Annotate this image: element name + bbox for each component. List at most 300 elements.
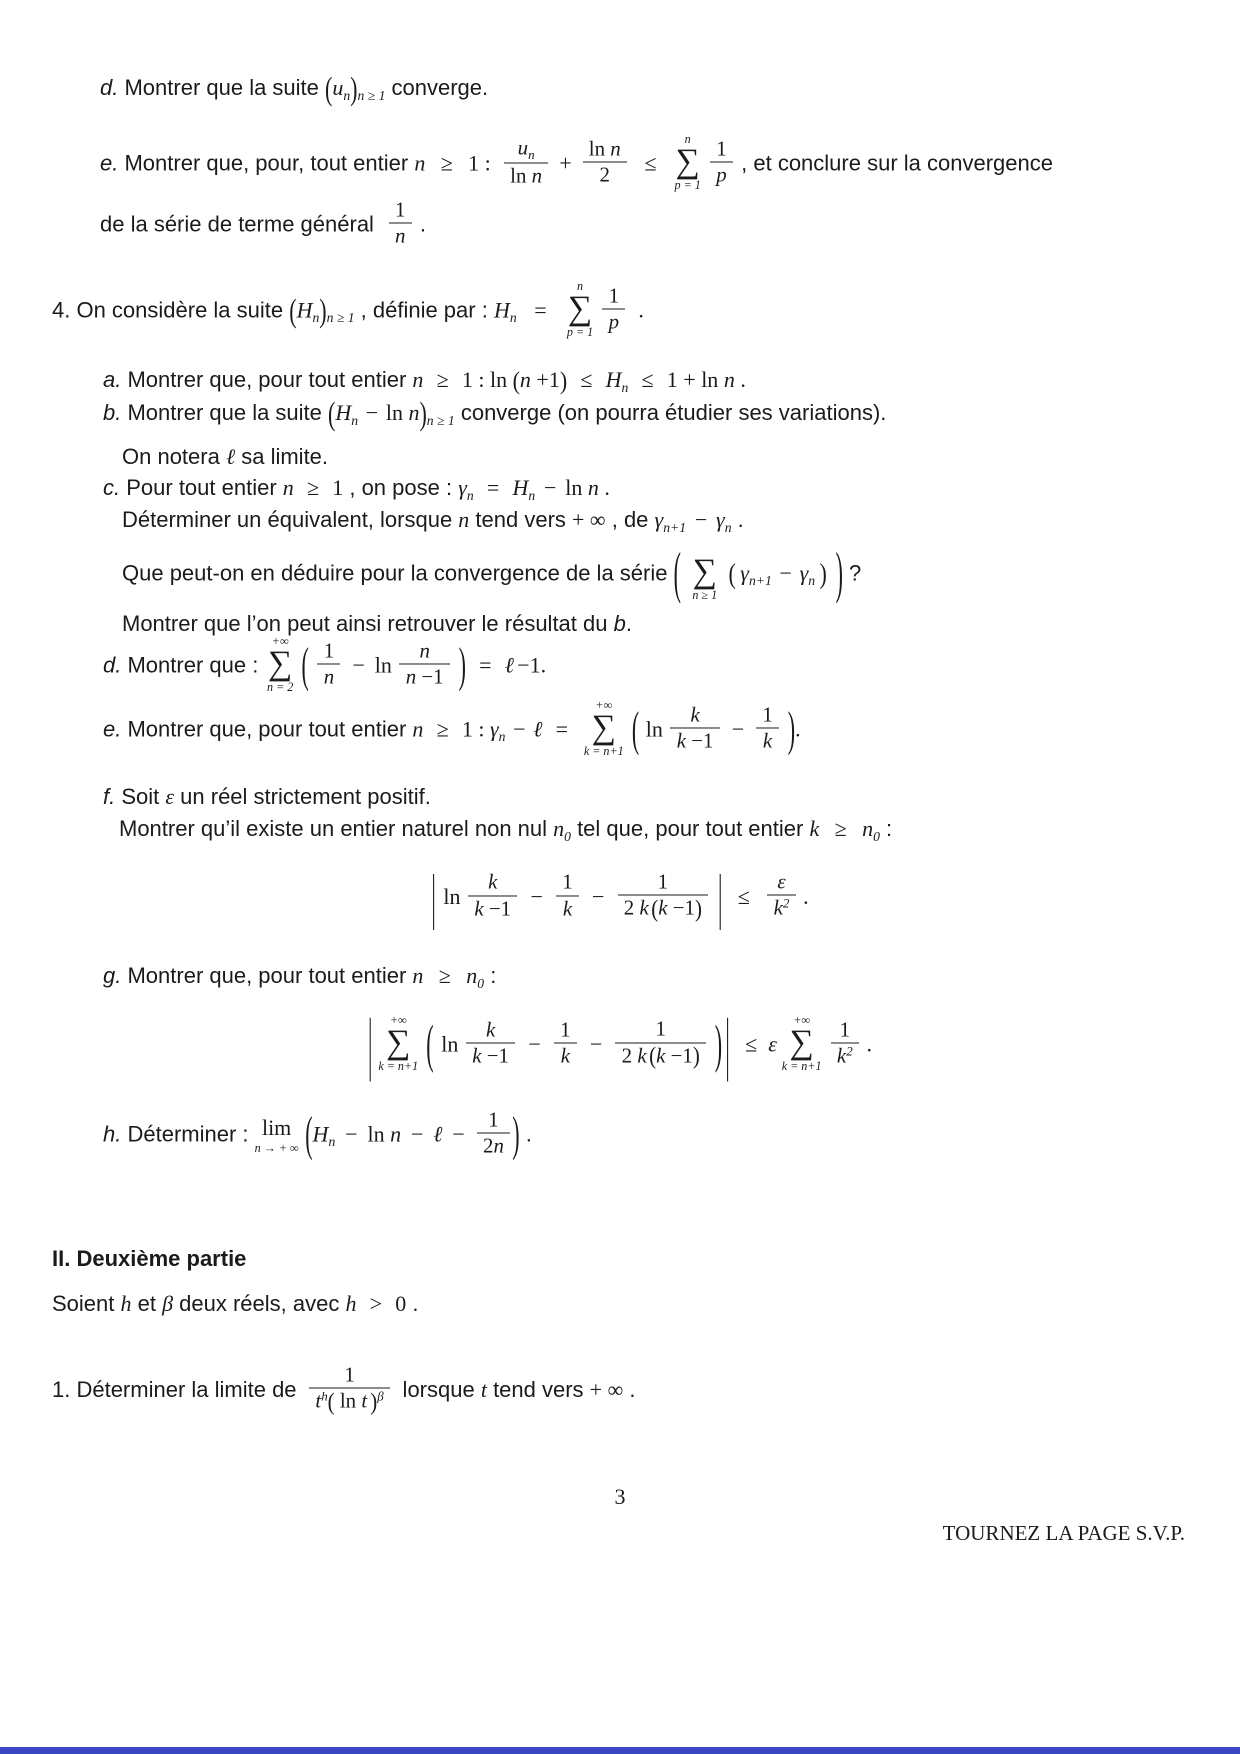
sum-limit: k = n+1 [781,1058,822,1073]
sum-limit: n = 2 [267,679,294,694]
math-delimiter: ) [819,557,827,590]
text-run: Pour tout entier [126,475,283,500]
math-variable: k [690,702,700,727]
math-delimiter: ( [305,1106,313,1162]
math-variable: h [345,1291,357,1316]
spacer [442,1140,452,1141]
math-subscript: 0 [564,828,571,844]
math-delimiter: ( [673,539,681,605]
math-roman: = [534,297,547,323]
fraction-numerator [831,1017,859,1042]
spacer [453,169,468,170]
math-delimiter: ( [426,1013,434,1074]
math-subscript: n [509,310,517,326]
spacer [777,1050,779,1051]
math-roman: 1 : [468,150,491,176]
q4-item-b [103,394,887,432]
math-roman: 1 [655,1016,666,1041]
spacer [572,169,581,170]
spacer [720,579,729,580]
spacer [556,494,565,495]
math-roman: ≥ [306,475,320,500]
math-delimiter: ) [319,291,327,330]
math-variable: k [773,896,783,921]
spacer [541,1050,552,1051]
text-run: de la série de terme général [100,211,381,237]
spacer [708,1050,715,1051]
math-delimiter: | [717,860,723,931]
math-variable: n [493,1133,504,1158]
math-roman: − [345,1121,358,1147]
math-roman: 2 [623,895,640,920]
text-run: lorsque [396,1376,481,1402]
math-variable: k [560,1043,570,1068]
q4-item-d [103,634,547,696]
fraction-numerator [468,870,517,895]
math-superscript: 2 [782,895,790,911]
spacer [703,169,707,170]
math-roman: 1 [560,1017,571,1042]
math-fraction [615,1017,706,1069]
math-subscript: n [621,379,629,395]
spacer [451,982,466,983]
spacer [757,1050,768,1051]
math-roman: . [734,367,746,392]
text-run: d. [100,75,125,100]
text-run: Montrer que, pour tout entier [127,716,413,742]
math-roman: 2 [621,1043,638,1068]
text-run: b. [103,400,128,425]
q4-item-f-display [0,860,1240,931]
text-run: deux réels, avec [173,1291,346,1316]
spacer [335,1140,345,1141]
summation-icon [782,1014,822,1073]
math-subscript: n [498,729,506,745]
math-roman: 1 + ln [666,367,724,392]
math-variable: n [405,664,417,689]
math-roman: + [559,150,572,176]
sigma-icon: ∑ [675,143,700,181]
spacer [474,494,487,495]
spacer [303,1396,307,1397]
math-roman: −1. [517,652,547,678]
math-variable: t [361,1388,368,1413]
math-variable: n [412,367,424,392]
math-variable: γ [799,560,809,586]
spacer [602,1050,613,1051]
math-fraction [389,197,412,248]
math-roman: ≤ [644,150,657,176]
math-delimiter: ) [692,1042,700,1070]
spacer [423,386,436,387]
math-variable: k [676,728,686,753]
text-run: Montrer que, pour tout entier [127,963,413,988]
fraction-numerator [554,1017,577,1042]
text-run: Montrer qu’il existe un entier naturel non nul [119,816,554,841]
math-fraction [317,638,340,689]
sum-limit: k = n+1 [378,1058,419,1073]
math-roman: 2 [599,162,610,187]
text-run: Montrer que la suite [127,400,329,425]
fraction-numerator [504,135,548,162]
spacer [730,1050,745,1051]
spacer [466,671,479,672]
fraction-denominator [309,1388,390,1415]
text-run: tend vers [486,1376,590,1402]
spacer [358,1140,368,1141]
math-variable: k [472,1043,482,1068]
math-roman: − [779,560,792,586]
math-roman: 1 [762,702,773,727]
math-roman: ≥ [440,150,453,176]
spacer [382,1310,395,1311]
math-fraction [602,283,625,334]
spacer [372,1050,375,1051]
math-roman: . [638,297,644,323]
spacer [750,903,765,904]
math-roman: + ∞ [589,1376,624,1402]
fraction-numerator [583,136,627,161]
spacer [710,903,718,904]
spacer [492,671,505,672]
spacer [781,735,788,736]
math-roman: ln [588,136,611,161]
fraction-denominator [618,895,709,922]
spacer [449,735,462,736]
text-run: converge. [385,75,489,100]
spacer [792,579,800,580]
math-roman: 1 [608,283,620,308]
q4-item-h [103,1106,532,1162]
math-roman: − [528,1031,541,1057]
spacer [423,1140,433,1141]
spacer [847,835,862,836]
math-roman: ≤ [737,883,750,909]
text-run: h. [103,1121,128,1147]
math-variable: n [862,816,874,841]
math-delimiter: ) [714,1013,723,1074]
sum-limit: k = n+1 [583,743,624,758]
spacer [628,386,641,387]
q4-item-g [103,962,496,992]
spacer [309,671,316,672]
math-roman: + ∞ [572,507,606,532]
q4-item-f-cont [119,815,892,845]
math-variable: k [488,869,498,894]
fraction-denominator [556,895,579,921]
q4-item-b-note [122,443,328,472]
math-roman: 1 [488,1107,499,1132]
fraction-numerator [466,1017,515,1042]
math-roman: − [589,1031,603,1057]
fraction-denominator [399,663,449,689]
math-subscript: n [466,487,474,503]
math-roman: ≤ [745,1031,758,1057]
fraction-denominator [710,161,733,187]
math-variable: n [519,367,531,392]
fraction-denominator [468,895,517,921]
math-variable: n [408,400,420,425]
spacer [380,230,387,231]
math-roman: 1 [395,197,406,222]
math-subscript: n [808,573,816,589]
spacer [819,835,834,836]
text-run: c. [103,475,127,500]
text-run: , de [605,507,655,532]
math-fraction [399,638,449,689]
spacer [639,735,646,736]
fraction-denominator [554,1042,577,1068]
math-variable: k [637,1043,647,1068]
math-roman: − [452,1121,465,1147]
math-roman: ln [367,1121,391,1147]
math-roman: 1 [323,638,335,663]
math-fraction [309,1362,390,1414]
math-roman: 1 [839,1017,851,1042]
spacer [423,982,438,983]
spacer [519,903,530,904]
math-delimiter: ( [289,291,297,330]
math-roman: 1 [716,136,727,161]
sigma-icon: ∑ [692,553,717,591]
text-run: Déterminer un équivalent, lorsque [122,507,459,532]
math-variable: k [836,1043,847,1068]
math-delimiter: ( [301,637,309,693]
math-variable: γ [740,560,749,586]
fraction-numerator [602,283,625,308]
fraction-numerator [615,1017,706,1042]
math-delimiter: ( [631,701,640,757]
math-subscript: n ≥ 1 [426,412,455,428]
text-run: Déterminer : [127,1121,255,1147]
text-run: : [879,816,893,841]
q4-item-g-display [0,1002,1240,1083]
math-fraction [504,135,548,188]
math-variable: u [517,135,529,160]
fraction-numerator [767,870,795,895]
text-run: Montrer que : [127,652,265,678]
math-roman: = [486,475,500,500]
text-run: Que peut-on en déduire pour la convergence de la série [122,560,674,586]
math-delimiter: | [725,1002,730,1083]
math-variable: n [412,963,424,988]
math-variable: n [323,664,335,689]
math-roman: −1 [686,728,714,753]
text-run: , définie par : [354,297,494,323]
fraction-numerator [618,869,709,894]
math-roman: ≤ [641,367,654,392]
math-roman: ln [510,163,532,188]
fraction-denominator [615,1042,706,1069]
spacer [358,419,366,420]
text-run: 4. On considère la suite [52,297,290,323]
math-roman: ≥ [436,367,449,392]
spacer [567,386,580,387]
math-variable: H [512,475,529,500]
spacer [299,1140,306,1141]
math-roman: . [795,716,801,742]
math-fraction [670,702,719,753]
math-variable: n [390,1121,402,1147]
math-fraction [618,869,709,921]
math-subscript: 0 [477,975,485,991]
fraction-numerator [389,197,412,222]
math-variable: γ [716,507,725,532]
math-fraction [583,136,627,187]
math-variable: n [419,638,430,663]
page-number: 3 [614,1484,626,1509]
math-variable: p [608,309,620,334]
spacer [365,671,375,672]
spacer [629,169,644,170]
fraction-numerator [556,870,579,895]
math-subscript: n [528,487,536,503]
math-variable: ℓ [533,716,543,742]
summation-icon [567,280,593,339]
math-superscript: h [321,1388,328,1404]
fraction-denominator [767,895,795,921]
text-run: . [406,1291,419,1316]
math-variable: n [466,963,478,988]
math-variable: ℓ [504,652,514,678]
fraction-numerator [670,702,719,727]
q3-item-d [100,69,489,107]
math-variable: β [162,1291,174,1316]
math-subscript: n [528,146,535,162]
fraction-denominator [583,161,627,187]
q4-item-c-conclude [122,610,632,639]
sigma-icon: ∑ [789,1024,814,1062]
math-variable: ε [768,1031,777,1057]
q4-item-f [103,783,431,812]
spacer [542,735,555,736]
text-run: sa limite. [235,444,329,469]
page-bottom-edge [0,1747,1240,1754]
spacer [579,1050,590,1051]
math-variable: H [296,297,313,323]
math-delimiter: ( [328,394,336,432]
q3-item-e-cont [100,197,427,251]
sum-limit: +∞ [271,634,289,649]
text-run: Montrer que l’on peut ainsi retrouver le résultat du [122,611,614,636]
sum-limit: +∞ [793,1013,811,1028]
math-roman: − [352,652,365,678]
spacer [356,1310,369,1311]
math-delimiter: | [431,860,436,931]
math-variable: n [412,716,424,742]
math-variable: n [395,223,406,248]
fraction-numerator [399,638,449,663]
text-run: d. [103,652,128,678]
math-roman: +1 [530,367,560,392]
math-variable: ℓ [433,1121,443,1147]
fraction-denominator [756,727,779,753]
math-subscript: n+1 [663,519,687,535]
math-variable: n [282,475,294,500]
text-run: . [731,507,744,532]
q4-intro [52,279,644,341]
math-fraction [831,1017,859,1068]
text-run: Montrer que, pour, tout entier [124,150,415,176]
text-run: : [484,963,497,988]
math-roman: ln [565,475,588,500]
math-delimiter: ) [370,1387,378,1416]
math-variable: k [656,1043,666,1068]
spacer [401,1140,411,1141]
math-delimiter: ( [651,894,659,923]
text-run: Soient [52,1291,121,1316]
math-subscript: 0 [873,828,880,844]
spacer [568,735,581,736]
math-fraction [477,1107,510,1158]
fraction-numerator [309,1362,390,1387]
spacer [294,494,307,495]
text-run: e. [103,716,128,742]
fraction-denominator [477,1133,510,1159]
math-roman: − [365,400,379,425]
spacer [449,386,462,387]
math-delimiter: ) [350,69,358,107]
text-run: Soit [121,784,166,809]
spacer [592,386,605,387]
math-delimiter: ( [325,69,333,107]
spacer [319,494,332,495]
spacer [465,1140,475,1141]
text-run: Montrer que la suite [124,75,326,100]
math-variable: n [414,150,426,176]
math-roman: . [598,475,610,500]
math-roman: ln [443,883,467,909]
sum-limit: p = 1 [674,177,701,192]
math-variable: k [762,728,773,753]
spacer [378,419,386,420]
spacer [744,735,754,736]
math-roman: 1 : [461,716,490,742]
spacer [722,903,737,904]
math-roman: 1 [657,869,669,894]
math-roman: 1 [562,869,573,894]
spacer [343,671,353,672]
spacer [657,169,672,170]
math-variable: γ [489,716,499,742]
math-roman: = [479,652,492,678]
fraction-denominator [389,223,412,249]
math-variable: H [312,1121,329,1147]
math-fraction [767,870,795,921]
text-run: et [131,1291,163,1316]
part2-intro [52,1290,419,1319]
part2-q1 [52,1362,636,1417]
limit-operator [255,1117,299,1154]
math-delimiter: ) [835,539,843,605]
math-variable: ε [777,869,786,894]
fraction-numerator [756,702,779,727]
spacer [681,579,690,580]
text-run: tel que, pour tout entier [570,816,810,841]
math-variable: γ [654,507,664,532]
math-roman: . [861,1031,873,1057]
spacer [517,316,535,317]
math-roman: lim [261,1115,292,1141]
fraction-numerator [710,136,733,161]
math-variable: ℓ [225,444,236,469]
summation-icon [378,1014,418,1073]
fraction-denominator [670,727,719,753]
text-run: a. [103,367,128,392]
math-delimiter: ( [512,365,520,395]
math-subscript: n [312,310,320,326]
spacer [596,316,600,317]
